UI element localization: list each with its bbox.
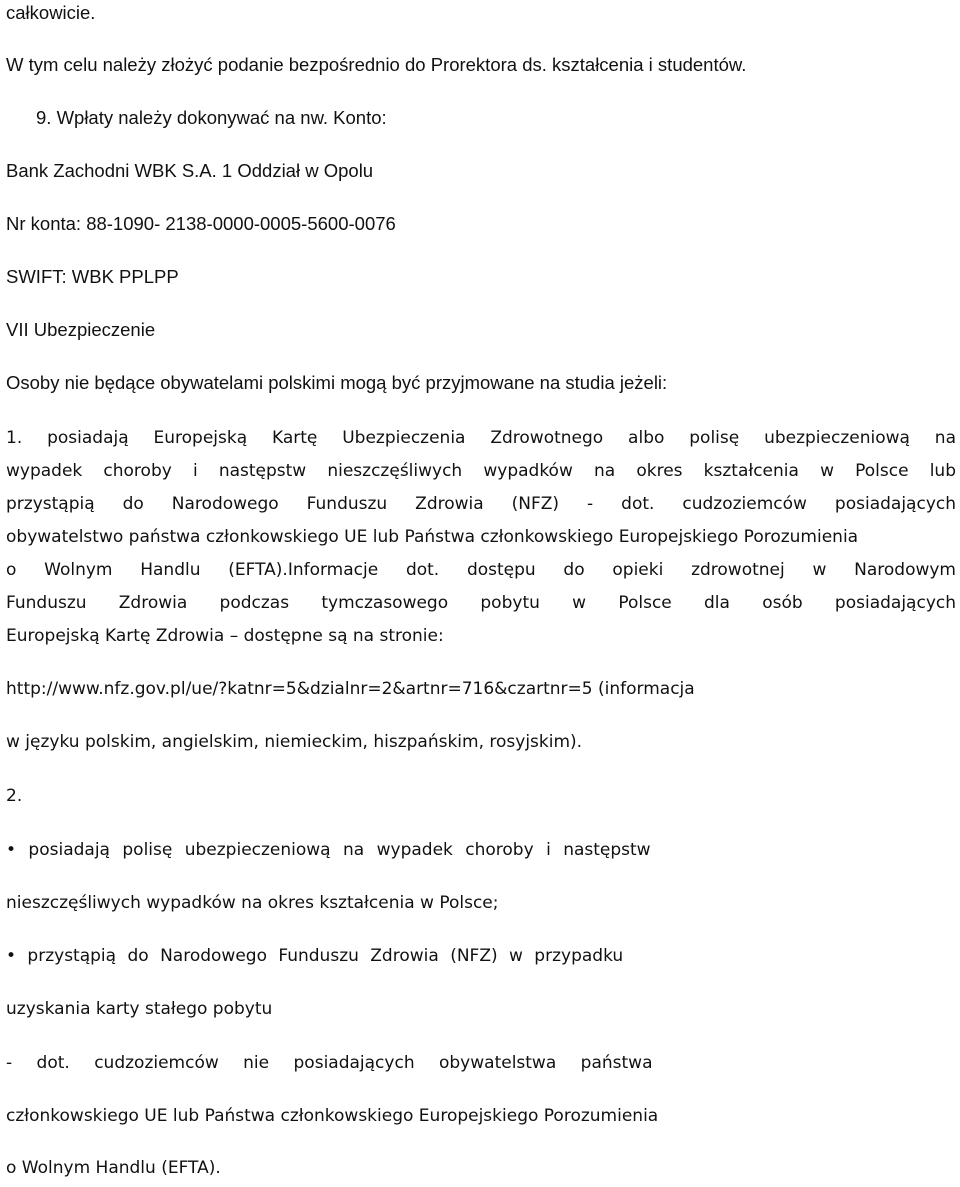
- swift-code: SWIFT: WBK PPLPP: [6, 266, 179, 287]
- text-line: wypadek choroby i następstw nieszczęśliwych wypadków na okres kształcenia w Polsce lub: [6, 461, 956, 481]
- text-line: Osoby nie będące obywatelami polskimi mogą być przyjmowane na studia jeżeli:: [6, 372, 668, 393]
- text-line: Funduszu Zdrowia podczas tymczasowego pobytu w Polsce dla osób posiadających: [6, 593, 956, 613]
- bank-name: Bank Zachodni WBK S.A. 1 Oddział w Opolu: [6, 160, 374, 181]
- text-line: Europejską Kartę Zdrowia – dostępne są na stronie:: [6, 626, 444, 646]
- text-line: przystąpią do Narodowego Funduszu Zdrowia (NFZ) - dot. cudzoziemców posiadających: [6, 494, 956, 514]
- text-line: 1. posiadają Europejską Kartę Ubezpieczenia Zdrowotnego albo polisę ubezpieczeniową na: [6, 428, 956, 448]
- text-line: o Wolnym Handlu (EFTA).Informacje dot. dostępu do opieki zdrowotnej w Narodowym: [6, 560, 956, 580]
- bullet-item: • posiadają polisę ubezpieczeniową na wypadek choroby i następstw: [6, 840, 651, 860]
- list-number: 2.: [6, 786, 23, 806]
- text-line: W tym celu należy złożyć podanie bezpośrednio do Prorektora ds. kształcenia i studentów.: [6, 54, 747, 75]
- text-line: obywatelstwo państwa członkowskiego UE lub Państwa członkowskiego Europejskiego Porozumienia: [6, 527, 859, 547]
- text-line: [6, 679, 695, 699]
- account-number: Nr konta: 88-1090- 2138-0000-0005-5600-0076: [6, 213, 396, 234]
- text-line: w języku polskim, angielskim, niemieckim, hiszpańskim, rosyjskim).: [6, 732, 583, 752]
- nfz-link[interactable]: http://www.nfz.gov.pl/ue/?katnr=5&dzialnr=2&artnr=716&czartnr=5: [6, 679, 593, 699]
- text-fragment: (informacja: [592, 679, 695, 699]
- text-line: nieszczęśliwych wypadków na okres kształcenia w Polsce;: [6, 893, 499, 913]
- text-line: o Wolnym Handlu (EFTA).: [6, 1158, 221, 1178]
- section-heading: VII Ubezpieczenie: [6, 319, 156, 340]
- text-line: uzyskania karty stałego pobytu: [6, 999, 273, 1019]
- payment-heading: 9. Wpłaty należy dokonywać na nw. Konto:: [36, 107, 387, 128]
- text-line: członkowskiego UE lub Państwa członkowskiego Europejskiego Porozumienia: [6, 1106, 659, 1126]
- text-line: całkowicie.: [6, 2, 96, 23]
- bullet-item: • przystąpią do Narodowego Funduszu Zdrowia (NFZ) w przypadku: [6, 946, 624, 966]
- text-line: - dot. cudzoziemców nie posiadających obywatelstwa państwa: [6, 1053, 653, 1073]
